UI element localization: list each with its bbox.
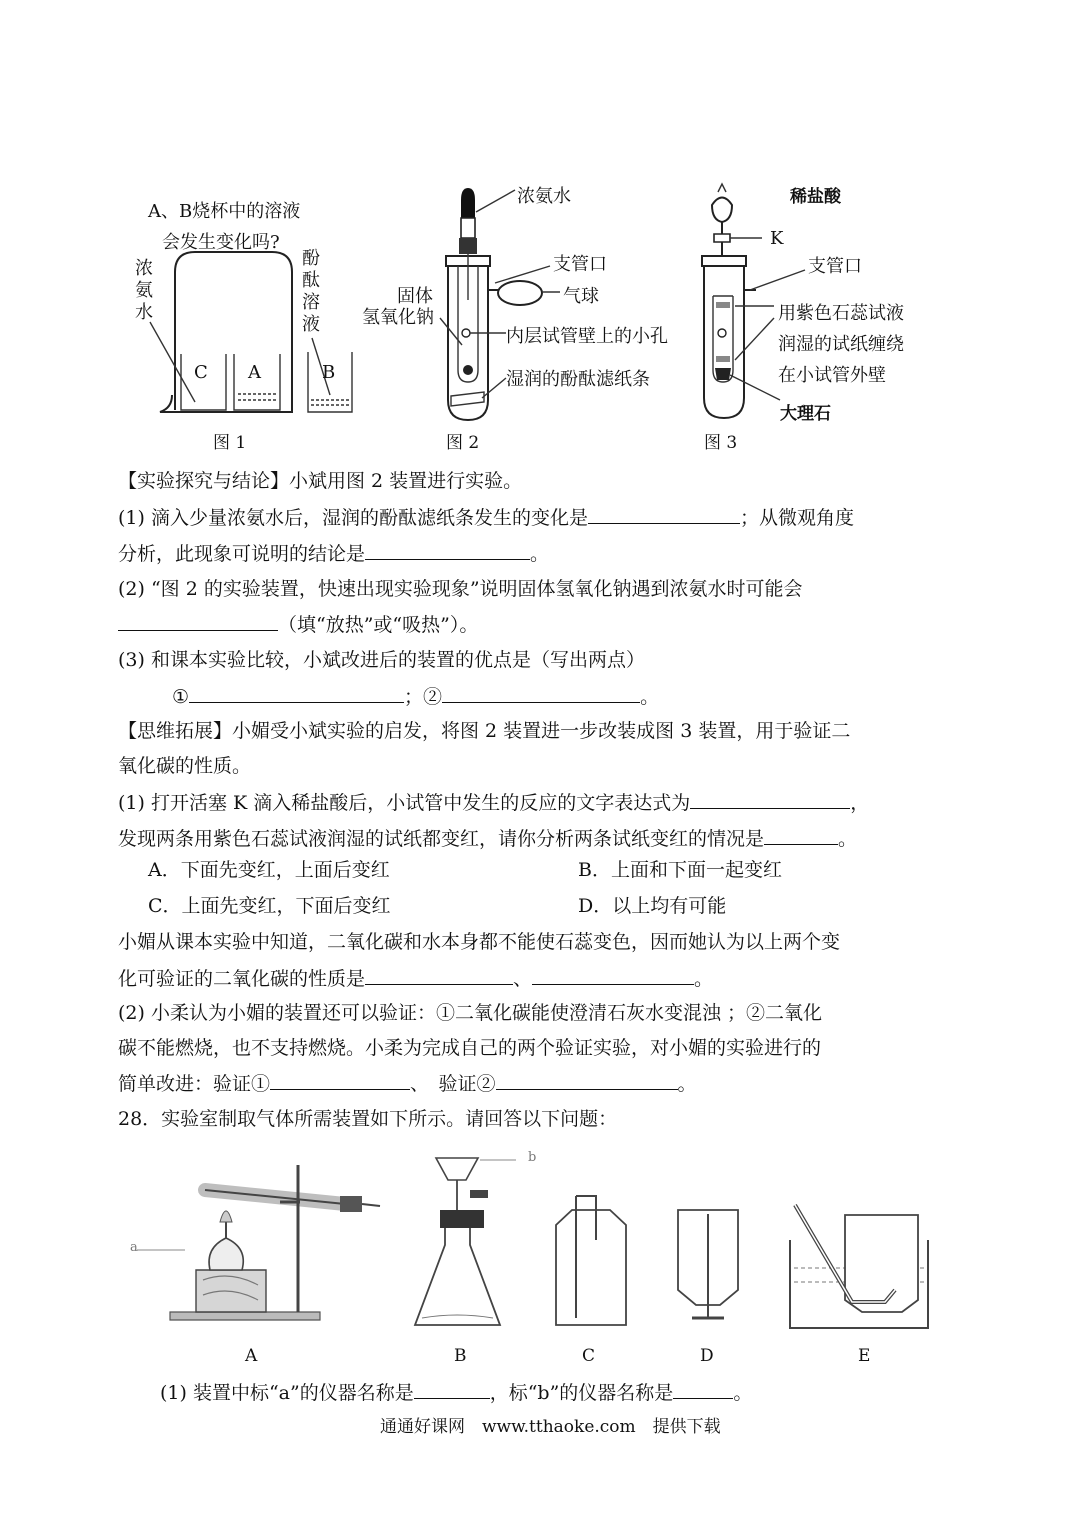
- text-line-3: 分析，此现象可说明的结论是 。: [118, 543, 550, 565]
- text-line-20: (1) 装置中标“a”的仪器名称是 ，标“b”的仪器名称是 。: [160, 1382, 753, 1404]
- caption-d: D: [700, 1346, 714, 1366]
- fig2-solid-label-2: 氢氧化钠: [362, 307, 434, 328]
- label-b: b: [528, 1150, 537, 1165]
- fig1-beaker-a: A: [248, 362, 261, 383]
- fig1-ammonia-label: 浓 氨 水: [135, 258, 153, 323]
- fig3-side-port-label: 支管口: [808, 256, 862, 277]
- text-line-15: 化可验证的二氧化碳的性质是 、 。: [118, 968, 714, 990]
- fig2-side-port-label: 支管口: [553, 254, 607, 275]
- footer: 通通好课网 www.tthaoke.com 提供下载: [380, 1417, 721, 1437]
- fig3-acid-label: 稀盐酸: [790, 187, 841, 207]
- text-line-5: （填“放热”或“吸热”）。: [118, 612, 478, 637]
- text-line-7: ① ；② 。: [172, 686, 660, 708]
- fig2-ammonia-label: 浓氨水: [517, 186, 571, 207]
- question-28: 28．实验室制取气体所需装置如下所示。请回答以下问题：: [118, 1108, 618, 1130]
- text-line-6: (3) 和课本实验比较，小斌改进后的装置的优点是（写出两点）: [118, 649, 645, 671]
- fig1-beaker-c: C: [194, 362, 208, 383]
- fig3-caption: 图 3: [704, 433, 738, 453]
- label-a: a: [130, 1240, 138, 1255]
- fig1-question-line2: 会发生变化吗?: [162, 232, 280, 253]
- fig1-beaker-b: B: [322, 362, 336, 383]
- answer-blank-13[interactable]: [673, 1380, 733, 1399]
- fig3-paper-note-1: 用紫色石蕊试液: [778, 303, 904, 324]
- option-a: A．下面先变红，上面后变红: [148, 859, 390, 881]
- fig3-paper-note-2: 润湿的试纸缠绕: [778, 334, 904, 355]
- text-line-9: 氧化碳的性质。: [118, 755, 252, 777]
- caption-e: E: [858, 1346, 871, 1366]
- fig1-question-line1: A、B烧杯中的溶液: [148, 201, 301, 222]
- text-line-16: (2) 小柔认为小媚的装置还可以验证：①二氧化碳能使澄清石灰水变混浊 ；②二氧化: [118, 1002, 822, 1024]
- fig2-paper-label: 湿润的酚酞滤纸条: [506, 369, 650, 390]
- text-line-10: (1) 打开活塞 K 滴入稀盐酸后，小试管中发生的反应的文字表达式为 ，: [118, 792, 870, 814]
- fig1-phenolphthalein-label: 酚 酞 溶 液: [302, 248, 320, 335]
- fig2-solid-label-1: 固体: [397, 286, 433, 307]
- fig1-caption: 图 1: [213, 433, 247, 453]
- fig2-hole-label: 内层试管壁上的小孔: [506, 326, 668, 347]
- caption-b: B: [454, 1346, 467, 1366]
- text-line-11: 发现两条用紫色石蕊试液润湿的试纸都变红，请你分析两条试纸变红的情况是 。: [118, 828, 858, 850]
- caption-a: A: [245, 1346, 258, 1366]
- text-line-14: 小媚从课本实验中知道，二氧化碳和水本身都不能使石蕊变色，因而她认为以上两个变: [118, 931, 841, 953]
- text-line-2: (1) 滴入少量浓氨水后，湿润的酚酞滤纸条发生的变化是 ；从微观角度: [118, 507, 854, 529]
- answer-blank-12[interactable]: [414, 1380, 490, 1399]
- text-line-8: 【思维拓展】小媚受小斌实验的启发，将图 2 装置进一步改装成图 3 装置，用于验证二: [118, 720, 851, 742]
- text-line-1: 【实验探究与结论】小斌用图 2 装置进行实验。: [118, 470, 523, 492]
- fig2-caption: 图 2: [446, 433, 480, 453]
- text-line-17: 碳不能燃烧，也不支持燃烧。小柔为完成自己的两个验证实验，对小媚的实验进行的: [118, 1037, 822, 1059]
- fig3-paper-note-3: 在小试管外壁: [778, 365, 886, 386]
- option-b: B．上面和下面一起变红: [578, 859, 782, 881]
- text-line-4: (2) “图 2 的实验装置，快速出现实验现象”说明固体氢氧化钠遇到浓氨水时可能会: [118, 578, 803, 600]
- option-d: D．以上均有可能: [578, 895, 727, 917]
- fig3-valve-label: K: [770, 228, 784, 249]
- option-c: C．上面先变红，下面后变红: [148, 895, 391, 917]
- caption-c: C: [582, 1346, 596, 1366]
- fig2-balloon-label: 气球: [563, 286, 599, 307]
- fig3-marble-label: 大理石: [780, 404, 831, 424]
- text-line-18: 简单改进：验证① 、 验证② 。: [118, 1073, 697, 1095]
